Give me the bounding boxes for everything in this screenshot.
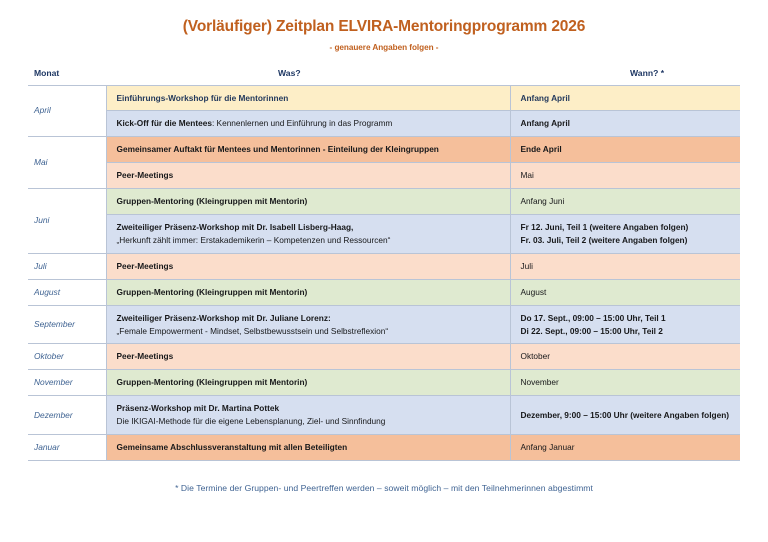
cell-when <box>510 253 740 279</box>
cell-what <box>106 305 510 344</box>
cell-when <box>510 370 740 396</box>
cell-what-line: Zweiteiliger Präsenz-Workshop mit Dr. Isabell Lisberg-Haag, <box>116 221 354 232</box>
cell-what-line: Präsenz-Workshop mit Dr. Martina Pottek <box>116 403 280 414</box>
cell-when <box>510 279 740 305</box>
cell-what-line: Gemeinsamer Auftakt für Mentees und Mentorinnen - Einteilung der Kleingruppen <box>116 144 439 155</box>
cell-what <box>106 253 510 279</box>
cell-when <box>510 111 740 137</box>
cell-when-line: Fr 12. Juni, Teil 1 (weitere Angaben folgen) <box>520 221 689 232</box>
cell-month: Oktober <box>28 344 106 370</box>
cell-what-line: Gruppen-Mentoring (Kleingruppen mit Mentorin) <box>116 286 308 297</box>
cell-what <box>106 370 510 396</box>
cell-month: August <box>28 279 106 305</box>
cell-when-line: Dezember, 9:00 – 15:00 Uhr (weitere Angaben folgen) <box>520 409 730 420</box>
table-row <box>28 163 740 189</box>
cell-when <box>510 214 740 253</box>
cell-what-line: Peer-Meetings <box>116 260 174 271</box>
table-row <box>28 214 740 253</box>
cell-when <box>510 85 740 111</box>
cell-what-line: Gemeinsame Abschlussveranstaltung mit allen Beteiligten <box>116 442 348 453</box>
table-row <box>28 137 740 163</box>
column-header-month: Monat <box>34 67 60 78</box>
schedule-table-wrapper <box>28 68 740 462</box>
cell-what <box>106 435 510 461</box>
cell-what-rest: : Kennenlernen und Einführung in das Programm <box>211 118 393 129</box>
cell-when-line: August <box>520 286 547 297</box>
cell-what-line: Gruppen-Mentoring (Kleingruppen mit Mentorin) <box>116 377 308 388</box>
cell-when-line: Ende April <box>520 144 562 155</box>
table-row <box>28 305 740 344</box>
cell-when <box>510 305 740 344</box>
cell-month: Dezember <box>28 396 106 435</box>
table-header-row <box>28 68 740 86</box>
cell-when-line: Di 22. Sept., 09:00 – 15:00 Uhr, Teil 2 <box>520 325 663 336</box>
cell-when-line: Oktober <box>520 351 551 362</box>
cell-month: Juni <box>28 189 106 254</box>
cell-month: Januar <box>28 435 106 461</box>
cell-what-line <box>117 117 502 130</box>
footnote: * Die Termine der Gruppen- und Peertreffen werden – soweit möglich – mit den Teilnehmerinnen abgestimmt <box>175 483 593 494</box>
cell-when-line: Fr. 03. Juli, Teil 2 (weitere Angaben folgen) <box>520 234 688 245</box>
cell-when-line: Mai <box>520 170 534 181</box>
cell-when <box>510 163 740 189</box>
cell-when-line: Anfang April <box>520 92 570 103</box>
page-subtitle: - genauere Angaben folgen - <box>329 42 439 52</box>
table-row <box>28 85 740 111</box>
cell-what-line: Einführungs-Workshop für die Mentorinnen <box>116 92 289 103</box>
cell-what <box>106 189 510 215</box>
cell-what-line: Peer-Meetings <box>116 351 174 362</box>
cell-month: Juli <box>28 253 106 279</box>
cell-what <box>106 85 510 111</box>
table-row <box>28 279 740 305</box>
table-row <box>28 370 740 396</box>
table-row <box>28 435 740 461</box>
column-header-when: Wann? * <box>630 67 665 78</box>
cell-when-line: Anfang Juni <box>520 196 565 207</box>
page-title: (Vorläufiger) Zeitplan ELVIRA-Mentoringprogramm 2026 <box>182 18 586 35</box>
table-row <box>28 253 740 279</box>
table-row <box>28 111 740 137</box>
cell-when <box>510 189 740 215</box>
table-row <box>28 396 740 435</box>
cell-what-line: Zweiteiliger Präsenz-Workshop mit Dr. Juliane Lorenz: <box>116 312 331 323</box>
cell-what <box>106 396 510 435</box>
title-block <box>0 0 768 52</box>
cell-month: Mai <box>28 137 106 189</box>
cell-what-line: Die IKIGAI-Methode für die eigene Lebensplanung, Ziel- und Sinnfindung <box>116 416 386 427</box>
table-header <box>28 68 740 86</box>
cell-what <box>106 137 510 163</box>
column-header-what: Was? <box>278 67 301 78</box>
cell-what-emphasis: Kick-Off für die Mentees <box>116 118 212 129</box>
cell-when-line: November <box>520 377 559 388</box>
cell-when-line: Juli <box>520 260 533 271</box>
cell-month: September <box>28 305 106 344</box>
cell-what <box>106 279 510 305</box>
cell-when-line: Do 17. Sept., 09:00 – 15:00 Uhr, Teil 1 <box>520 312 666 323</box>
cell-what-line: Peer-Meetings <box>116 170 174 181</box>
cell-what-line: „Herkunft zählt immer: Erstakademikerin – Kompetenzen und Ressourcen“ <box>116 234 391 245</box>
cell-what <box>106 344 510 370</box>
table-row <box>28 189 740 215</box>
cell-what-line: Gruppen-Mentoring (Kleingruppen mit Mentorin) <box>116 196 308 207</box>
schedule-table <box>28 68 740 462</box>
cell-when <box>510 137 740 163</box>
table-body <box>28 85 740 461</box>
cell-when-line: Anfang Januar <box>520 442 575 453</box>
cell-when <box>510 435 740 461</box>
cell-what <box>106 214 510 253</box>
cell-what <box>106 111 510 137</box>
cell-what <box>106 163 510 189</box>
table-row <box>28 344 740 370</box>
cell-when-line: Anfang April <box>520 118 570 129</box>
cell-when <box>510 396 740 435</box>
cell-month: April <box>28 85 106 137</box>
cell-month: November <box>28 370 106 396</box>
cell-when <box>510 344 740 370</box>
cell-what-line: „Female Empowerment - Mindset, Selbstbewusstsein und Selbstreflexion“ <box>116 325 389 336</box>
